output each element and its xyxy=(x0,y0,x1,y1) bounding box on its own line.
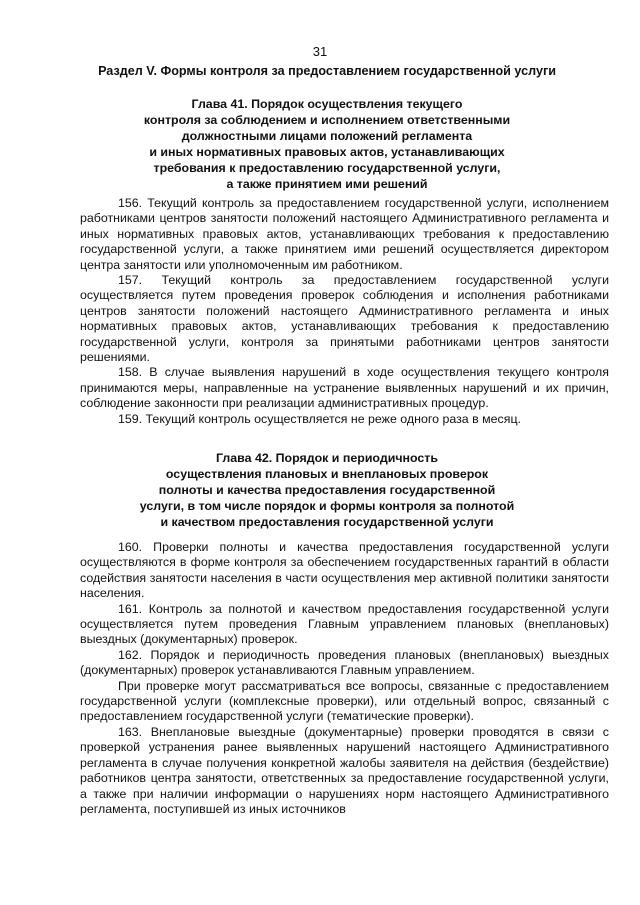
page-number: 31 xyxy=(312,44,328,59)
paragraph-157: 157. Текущий контроль за предоставлением государственной услуги осуществляется путем проведения проверок соблюдения и исполнения работниками центров занятости положений настоящего Административного регламента и иных нормативных правовых актов, устанавливающих требования к предоставлению государственной услуги, контроля за принятыми работниками центров занятости решениями. xyxy=(80,273,609,365)
chapter-41-line: а также принятием ими решений xyxy=(226,177,428,191)
chapter-42-line: услуги, в том числе порядок и формы контроля за полнотой xyxy=(139,499,515,513)
paragraph-162-continued: При проверке могут рассматриваться все вопросы, связанные с предоставлением государственной услуги (комплексные проверки), или отдельный вопрос, связанный с предоставлением государственной услуги (тематические проверки). xyxy=(80,678,609,724)
chapter-41-body xyxy=(80,196,609,427)
chapter-42-body xyxy=(80,540,609,817)
paragraph-160: 160. Проверки полноты и качества предоставления государственной услуги осуществляются в форме контроля за обеспечением государственных гарантий в области содействия занятости населения в части осуществления мер активной политики занятости населения. xyxy=(80,540,609,601)
chapter-41-line: и иных нормативных правовых актов, устанавливающих xyxy=(149,145,505,159)
paragraph-158: 158. В случае выявления нарушений в ходе осуществления текущего контроля принимаются меры, направленные на устранение выявленных нарушений и их причин, соблюдение законности при реализации административных процедур. xyxy=(80,365,609,411)
chapter-41-line: контроля за соблюдением и исполнением ответственными xyxy=(143,113,511,127)
paragraph-159: 159. Текущий контроль осуществляется не реже одного раза в месяц. xyxy=(118,411,522,426)
paragraph-161: 161. Контроль за полнотой и качеством предоставления государственной услуги осуществляется путем проведения Главным управлением плановых (внеплановых) выездных (документарных) проверок. xyxy=(80,601,609,647)
paragraph-156: 156. Текущий контроль за предоставлением государственной услуги, исполнением работниками центров занятости положений настоящего Административного регламента и иных нормативных правовых актов, устанавливающих требования к предоставлению государственной услуги, а также принятием ими решений осуществляется директором центра занятости или уполномоченным им работником. xyxy=(80,196,609,272)
paragraph-163: 163. Внеплановые выездные (документарные) проверки проводятся в связи с проверкой устранения ранее выявленных нарушений настоящего Административного регламента в случае получения конкретной жалобы заявителя на действия (бездействие) работников центра занятости, ответственных за предоставление государственной услуги, а также при наличии информации о нарушениях норм настоящего Административного регламента, поступившей из иных источников xyxy=(80,724,609,816)
chapter-41-heading xyxy=(112,96,542,192)
chapter-42-line: осуществления плановых и внеплановых проверок xyxy=(165,467,489,481)
chapter-41-line: Глава 41. Порядок осуществления текущего xyxy=(191,97,463,111)
chapter-42-line: и качеством предоставления государственной услуги xyxy=(160,515,494,529)
section-title: Раздел V. Формы контроля за предоставлением государственной услуги xyxy=(98,64,556,78)
chapter-41-line: должностными лицами положений регламента xyxy=(181,129,473,143)
paragraph-162: 162. Порядок и периодичность проведения плановых (внеплановых) выездных (документарных) проверок устанавливаются Главным управлением. xyxy=(80,647,609,678)
chapter-42-heading xyxy=(112,450,542,530)
chapter-42-line: полноты и качества предоставления государственной xyxy=(158,483,496,497)
chapter-42-line: Глава 42. Порядок и периодичность xyxy=(216,451,438,465)
chapter-41-line: требования к предоставлению государственной услуги, xyxy=(153,161,501,175)
